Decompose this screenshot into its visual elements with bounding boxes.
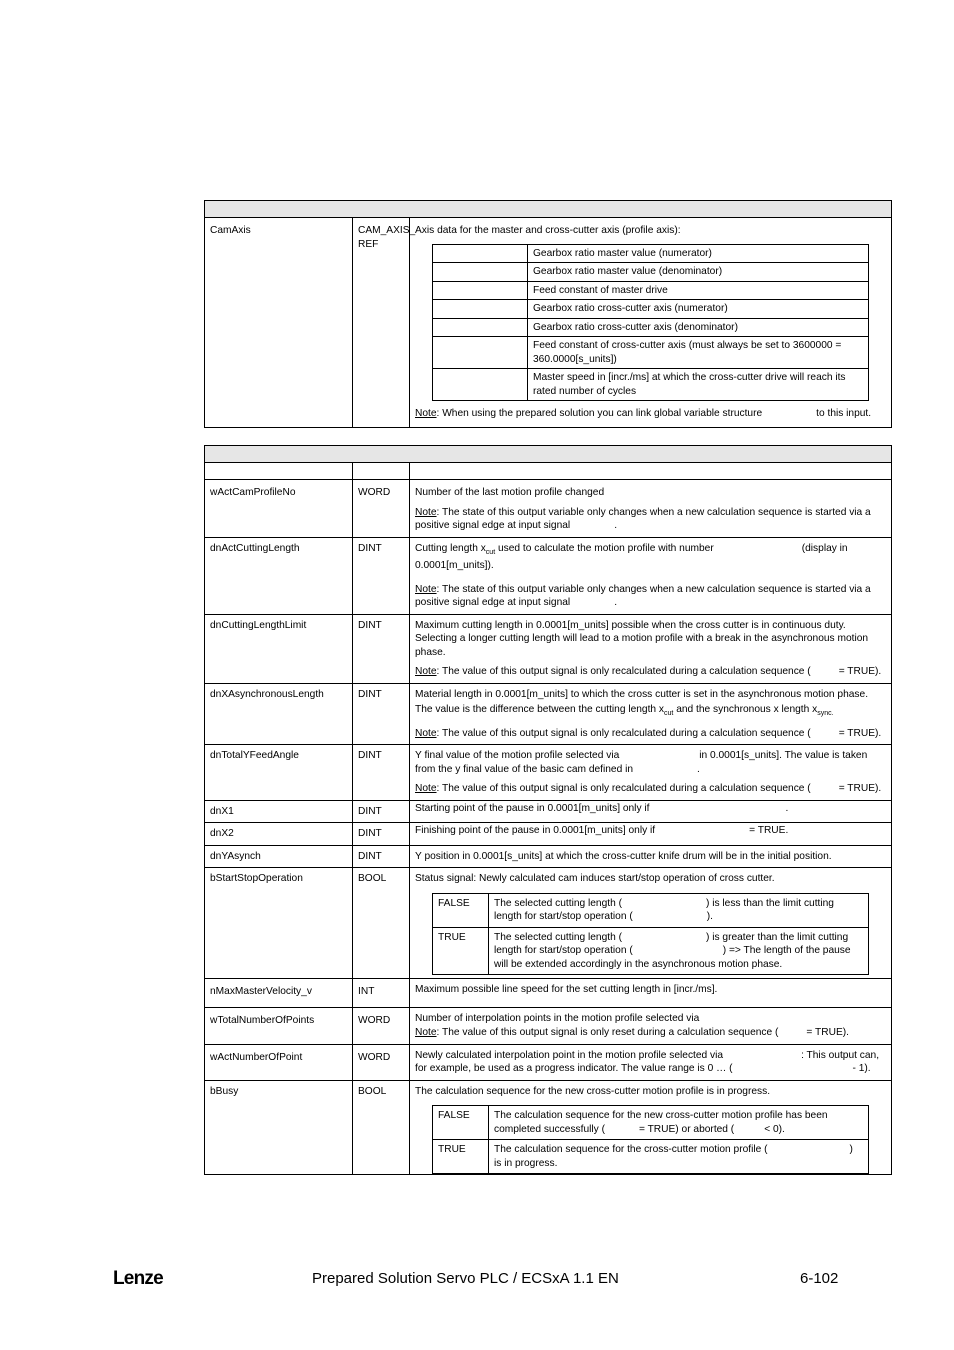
axis-data-subtable	[432, 244, 869, 402]
sub-row-text: Gearbox ratio master value (denominator)	[528, 263, 869, 282]
description-text: Material length in 0.0001[m_units] to which the cross cutter is set in the asynchronous motion phase.	[415, 688, 869, 700]
state-subtable	[432, 1105, 869, 1174]
note-label: Note	[415, 408, 437, 419]
note-label: Note	[415, 727, 437, 739]
table-row	[205, 979, 892, 1008]
note-end: to this input.	[816, 408, 872, 419]
state-subtable	[432, 893, 869, 976]
data-type: INT	[353, 979, 410, 1008]
description	[410, 683, 892, 745]
description-text: Axis data for the master and cross-cutter axis (profile axis):	[415, 225, 681, 236]
state-text: The selected cutting length ( ) is greater than the limit cutting length for start/stop operation ( ) => The length of the pause will be extended accordingly in the asynchronous motion phase.	[489, 927, 869, 975]
note	[415, 1026, 886, 1040]
data-type: WORD	[353, 480, 410, 538]
variable-name: nMaxMasterVelocity_v	[205, 979, 353, 1008]
state-text: The selected cutting length ( ) is less than the limit cutting length for start/stop operation ( ).	[489, 893, 869, 927]
state-key: TRUE	[433, 1140, 489, 1174]
data-type: DINT	[353, 614, 410, 683]
variable-name: bBusy	[205, 1080, 353, 1175]
list-item	[433, 337, 869, 369]
note-end: = TRUE).	[838, 727, 882, 739]
data-type: DINT	[353, 683, 410, 745]
description-text: Cutting length $x_{cut}$ used to calculate the motion profile with number (display in 0.0001[m_units]).	[415, 542, 848, 572]
description-text-2: The value is the difference between the cutting length $x_{cut}$ and the synchronous x length $x_{sync.}$	[415, 704, 834, 718]
note-label: Note	[415, 783, 437, 795]
variable-name: wTotalNumberOfPoints	[205, 1007, 353, 1044]
table-row	[205, 800, 892, 823]
note	[415, 782, 886, 796]
note-text: : The value of this output signal is only recalculated during a calculation sequence (	[436, 727, 811, 739]
table-row	[205, 1044, 892, 1080]
description	[410, 537, 892, 614]
data-type: BOOL	[353, 868, 410, 979]
note-label: Note	[415, 1027, 437, 1039]
note	[415, 727, 886, 741]
description-text: Finishing point of the pause in 0.0001[m_units] only if	[415, 825, 656, 837]
note-label: Note	[415, 506, 437, 518]
note-text: : The value of this output signal is only recalculated during a calculation sequence (	[436, 666, 811, 678]
description	[410, 745, 892, 801]
sub-row-text: Gearbox ratio cross-cutter axis (denominator)	[528, 318, 869, 337]
variable-name: dnYAsynch	[205, 845, 353, 868]
list-item	[433, 1140, 869, 1174]
variable-name: dnXAsynchronousLength	[205, 683, 353, 745]
state-text: The calculation sequence for the cross-cutter motion profile ( ) is in progress.	[489, 1140, 869, 1174]
note-end: = TRUE).	[838, 666, 882, 678]
data-type: DINT	[353, 537, 410, 614]
description	[410, 1080, 892, 1175]
list-item	[433, 281, 869, 300]
variable-name: dnCuttingLengthLimit	[205, 614, 353, 683]
variable-name: dnX1	[205, 800, 353, 823]
input-table-header	[205, 201, 892, 218]
variable-name: wActNumberOfPoint	[205, 1044, 353, 1080]
page-number: 6-102	[800, 1270, 839, 1287]
description: Finishing point of the pause in 0.0001[m_units] only if = TRUE.	[410, 823, 892, 846]
description	[410, 218, 892, 428]
list-item	[433, 318, 869, 337]
data-type: DINT	[353, 800, 410, 823]
table-row	[205, 745, 892, 801]
description	[410, 868, 892, 979]
description	[410, 614, 892, 683]
table-row	[205, 480, 892, 538]
note-label: Note	[415, 583, 437, 595]
sub-row-text: Master speed in [incr./ms] at which the cross-cutter drive will reach its rated number of cycles	[528, 369, 869, 401]
sub-row-text: Feed constant of cross-cutter axis (must always be set to 3600000 = 360.0000[s_units])	[528, 337, 869, 369]
note	[415, 665, 886, 679]
variable-name: dnX2	[205, 823, 353, 846]
note	[415, 407, 891, 421]
output-table-header	[205, 446, 892, 463]
variable-name: dnTotalYFeedAngle	[205, 745, 353, 801]
note-end: .	[614, 597, 618, 609]
note	[415, 506, 886, 533]
table-row	[205, 218, 892, 428]
description-text: Starting point of the pause in 0.0001[m_units] only if	[415, 802, 650, 814]
list-item	[433, 893, 869, 927]
data-type: CAM_AXIS_ REF	[353, 218, 410, 428]
variable-name: dnActCuttingLength	[205, 537, 353, 614]
data-type: WORD	[353, 1007, 410, 1044]
data-type: DINT	[353, 823, 410, 846]
note-end: = TRUE).	[806, 1027, 849, 1039]
data-type: WORD	[353, 1044, 410, 1080]
list-item	[433, 369, 869, 401]
description	[410, 1007, 892, 1044]
note-end: .	[614, 520, 618, 531]
description-text: Status signal: Newly calculated cam induces start/stop operation of cross cutter.	[415, 873, 775, 885]
sub-row-text: Gearbox ratio cross-cutter axis (numerator)	[528, 300, 869, 319]
table-row	[205, 845, 892, 868]
description: Newly calculated interpolation point in the motion profile selected via : This output can, for example, be used as a progress indicator. The value range is 0 … ( - 1).	[410, 1044, 892, 1080]
state-key: FALSE	[433, 893, 489, 927]
data-type: BOOL	[353, 1080, 410, 1175]
description-text: Y final value of the motion profile selected via in 0.0001[s_units]. The value is taken from the y final value of the basic cam defined in .	[415, 750, 868, 775]
variable-name: CamAxis	[205, 218, 353, 428]
variable-name: bStartStopOperation	[205, 868, 353, 979]
data-type: DINT	[353, 845, 410, 868]
output-table	[204, 445, 892, 1175]
list-item	[433, 300, 869, 319]
data-type: DINT	[353, 745, 410, 801]
sub-row-text: Feed constant of master drive	[528, 281, 869, 300]
note-text: : The value of this output signal is only reset during a calculation sequence (	[436, 1027, 779, 1039]
state-key: FALSE	[433, 1106, 489, 1140]
note-text: : The state of this output variable only changes when a new calculation sequence is started via a positive signal edge at input signal	[415, 583, 871, 609]
list-item	[433, 927, 869, 975]
sub-row-text: Gearbox ratio master value (numerator)	[528, 244, 869, 263]
list-item	[433, 263, 869, 282]
description-text: Number of interpolation points in the motion profile selected via	[415, 1012, 700, 1024]
description: Starting point of the pause in 0.0001[m_units] only if .	[410, 800, 892, 823]
note-text: : The value of this output signal is only recalculated during a calculation sequence (	[436, 783, 811, 795]
note-label: Note	[415, 666, 437, 678]
state-key: TRUE	[433, 927, 489, 975]
note	[415, 583, 886, 610]
description-text: Newly calculated interpolation point in the motion profile selected via	[415, 1049, 724, 1061]
description: Y position in 0.0001[s_units] at which the cross-cutter knife drum will be in the initial position.	[410, 845, 892, 868]
description-text: Number of the last motion profile changed	[415, 487, 605, 498]
table-row	[205, 823, 892, 846]
description-text: Maximum cutting length in 0.0001[m_units] possible when the cross cutter is in continuous duty. Selecting a longer cutting length will lead to a motion profile with a break in the asynchronous motion phase.	[415, 619, 869, 658]
footer-title: Prepared Solution Servo PLC / ECSxA 1.1 EN	[312, 1270, 619, 1287]
description-text: The calculation sequence for the new cross-cutter motion profile is in progress.	[415, 1085, 771, 1097]
description	[410, 480, 892, 538]
list-item	[433, 244, 869, 263]
table-row	[205, 537, 892, 614]
list-item	[433, 1106, 869, 1140]
note-text: : When using the prepared solution you can link global variable structure	[436, 408, 763, 419]
note-text: : The state of this output variable only changes when a new calculation sequence is started via a positive signal edge at input signal	[415, 506, 871, 531]
lenze-logo: Lenze	[113, 1268, 163, 1289]
description: Maximum possible line speed for the set cutting length in [incr./ms].	[410, 979, 892, 1008]
state-text: The calculation sequence for the new cross-cutter motion profile has been completed successfully ( = TRUE) or aborted ( < 0).	[489, 1106, 869, 1140]
variable-name: wActCamProfileNo	[205, 480, 353, 538]
output-table-subheader	[205, 463, 892, 480]
table-row	[205, 1007, 892, 1044]
table-row	[205, 683, 892, 745]
input-table	[204, 200, 892, 428]
table-row	[205, 1080, 892, 1175]
table-row	[205, 868, 892, 979]
table-row	[205, 614, 892, 683]
note-end: = TRUE).	[838, 783, 882, 795]
